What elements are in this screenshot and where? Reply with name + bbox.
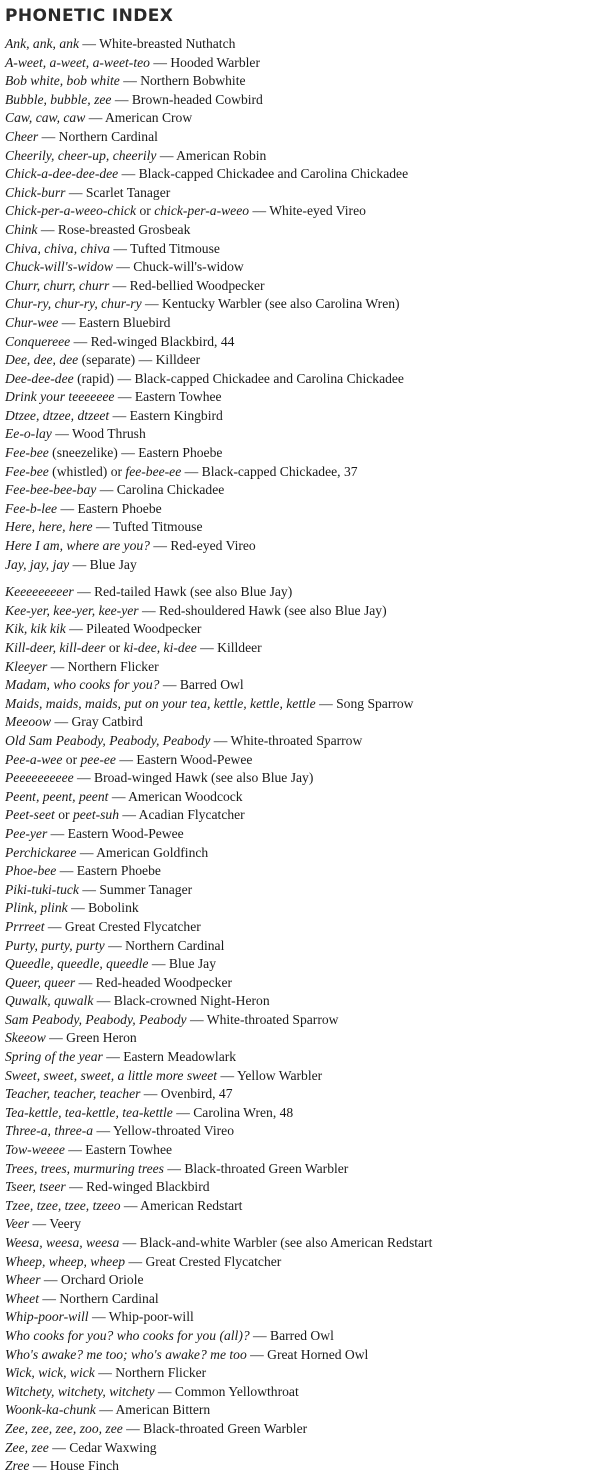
qualifier-text: or	[58, 807, 70, 823]
bird-name: Barred Owl	[270, 1327, 334, 1343]
index-entry: Plink, plink — Bobolink	[5, 900, 139, 916]
bird-name: Black-crowned Night-Heron	[113, 993, 270, 1009]
phonetic-text: Old Sam Peabody, Peabody, Peabody	[5, 732, 211, 748]
index-entry: Drink your teeeeeee — Eastern Towhee	[5, 389, 222, 405]
index-entry: Zee, zee, zee, zoo, zee — Black-throated Green Warbler	[5, 1420, 308, 1436]
index-entry: Queer, queer — Red-headed Woodpecker	[5, 974, 233, 990]
index-entry: Kleeyer — Northern Flicker	[5, 658, 159, 674]
bird-name: Black-capped Chickadee, 37	[201, 463, 358, 479]
phonetic-text: Skeeow	[5, 1030, 46, 1046]
index-entry: Tea-kettle, tea-kettle, tea-kettle — Carolina Wren, 48	[5, 1104, 294, 1120]
index-entry: Fee-bee (whistled) or fee-bee-ee — Black-capped Chickadee, 37	[5, 463, 358, 479]
alt-phonetic-text: pee-ee	[80, 751, 116, 767]
phonetic-text: Piki-tuki-tuck	[5, 881, 79, 897]
index-entry: Peent, peent, peent — American Woodcock	[5, 788, 243, 804]
index-entry: Peeeeeeeeee — Broad-winged Hawk (see also Blue Jay)	[5, 770, 314, 786]
index-entry: Zee, zee — Cedar Waxwing	[5, 1439, 157, 1455]
bird-name: Eastern Phoebe	[138, 445, 223, 461]
phonetic-text: Spring of the year	[5, 1049, 103, 1065]
phonetic-text: Chiva, chiva, chiva	[5, 240, 110, 256]
bird-name: Barred Owl	[179, 677, 244, 693]
bird-name: Eastern Phoebe	[76, 863, 161, 879]
qualifier-text: or	[108, 640, 121, 655]
bird-name: American Redstart	[140, 1197, 243, 1213]
bird-name: Northern Flicker	[115, 1365, 207, 1381]
phonetic-text: Madam, who cooks for you?	[5, 677, 160, 693]
bird-name: White-throated Sparrow	[230, 732, 363, 748]
index-entry: Witchety, witchety, witchety — Common Yellowthroat	[5, 1383, 299, 1399]
index-entry: Cheerily, cheer-up, cheerily — American Robin	[5, 147, 267, 163]
bird-name: Chuck-will's-widow	[133, 259, 244, 275]
index-entry: Cheer — Northern Cardinal	[5, 128, 158, 144]
phonetic-text: Drink your teeeeeee	[5, 389, 115, 405]
index-entry: Whip-poor-will — Whip-poor-will	[5, 1309, 194, 1325]
index-entry: Meeoow — Gray Catbird	[5, 714, 143, 730]
qualifier-text: (rapid)	[77, 370, 115, 386]
index-entry: Bubble, bubble, zee — Brown-headed Cowbird	[5, 91, 263, 107]
bird-name: Black-capped Chickadee and Carolina Chickadee	[134, 370, 404, 386]
phonetic-text: Sweet, sweet, sweet, a little more sweet	[5, 1067, 218, 1083]
bird-name: Tufted Titmouse	[112, 519, 203, 535]
phonetic-text: Pee-a-wee	[5, 751, 63, 767]
bird-name: American Crow	[104, 110, 193, 126]
phonetic-text: Tzee, tzee, tzee, tzeeo	[5, 1197, 121, 1213]
bird-name: Red-winged Blackbird, 44	[90, 333, 235, 349]
index-entry: Caw, caw, caw — American Crow	[5, 110, 193, 126]
bird-name: Red-shouldered Hawk (see also Blue Jay)	[158, 602, 387, 618]
bird-name: Carolina Wren, 48	[193, 1104, 294, 1120]
phonetic-text: Weesa, weesa, weesa	[5, 1235, 120, 1250]
index-entry: Purty, purty, purty — Northern Cardinal	[5, 937, 225, 953]
index-entry: Woonk-ka-chunk — American Bittern	[5, 1402, 211, 1418]
bird-name: Red-winged Blackbird	[86, 1179, 210, 1195]
index-entry: Jay, jay, jay — Blue Jay	[5, 556, 137, 572]
index-entry: Wheer — Orchard Oriole	[5, 1272, 144, 1288]
bird-name: Broad-winged Hawk (see also Blue Jay)	[94, 770, 314, 786]
qualifier-text: or	[139, 203, 151, 219]
phonetic-text: Conquereee	[5, 333, 71, 349]
bird-name: Rose-breasted Grosbeak	[57, 221, 191, 237]
bird-name: Northern Cardinal	[59, 1290, 159, 1306]
bird-name: Yellow-throated Vireo	[112, 1123, 234, 1139]
phonetic-text: Fee-bee	[5, 463, 49, 479]
qualifier-text: or	[65, 751, 78, 767]
index-entry: Phoe-bee — Eastern Phoebe	[5, 863, 161, 879]
index-entry: Tow-weeee — Eastern Towhee	[5, 1142, 173, 1158]
index-entry: Dee, dee, dee (separate) — Killdeer	[5, 352, 201, 368]
index-entry: Here, here, here — Tufted Titmouse	[5, 519, 203, 535]
bird-name: Red-bellied Woodpecker	[129, 277, 265, 293]
bird-name: Northern Cardinal	[125, 937, 225, 953]
index-entry: Fee-b-lee — Eastern Phoebe	[5, 500, 162, 516]
index-entry: Tseer, tseer — Red-winged Blackbird	[5, 1179, 210, 1195]
alt-phonetic-text: peet-suh	[72, 807, 120, 823]
phonetic-text: Kleeyer	[5, 658, 48, 674]
bird-name: Acadian Flycatcher	[138, 807, 245, 823]
phonetic-text: Fee-bee-bee-bay	[5, 482, 97, 498]
qualifier-text: (whistled) or	[52, 463, 123, 479]
page-title: PHONETIC INDEX	[5, 6, 174, 26]
bird-name: American Robin	[176, 147, 267, 163]
index-entry: Veer — Veery	[5, 1216, 82, 1232]
phonetic-text: Plink, plink	[5, 900, 68, 916]
index-entry: Chur-ry, chur-ry, chur-ry — Kentucky Warbler (see also Carolina Wren)	[5, 296, 400, 312]
bird-name: Bobolink	[88, 900, 139, 916]
phonetic-text: Queedle, queedle, queedle	[5, 956, 149, 972]
bird-name: Eastern Bluebird	[78, 314, 171, 330]
index-entry: Who's awake? me too; who's awake? me too — Great Horned Owl	[5, 1346, 369, 1362]
bird-name: Black-throated Green Warbler	[184, 1160, 349, 1176]
bird-name: Hooded Warbler	[170, 54, 260, 70]
index-entry: Quwalk, quwalk — Black-crowned Night-Heron	[5, 993, 270, 1009]
phonetic-text: Chuck-will's-widow	[5, 259, 113, 275]
bird-name: Eastern Wood-Pewee	[67, 825, 184, 841]
bird-name: Tufted Titmouse	[130, 240, 220, 256]
index-entry: Madam, who cooks for you? — Barred Owl	[5, 677, 244, 693]
phonetic-text: Tow-weeee	[5, 1142, 65, 1158]
index-entry: Bob white, bob white — Northern Bobwhite	[5, 73, 246, 89]
phonetic-text: Purty, purty, purty	[5, 937, 105, 953]
bird-name: Red-tailed Hawk (see also Blue Jay)	[94, 584, 293, 600]
bird-name: Red-headed Woodpecker	[95, 974, 233, 990]
bird-name: Pileated Woodpecker	[86, 621, 202, 637]
phonetic-text: Trees, trees, murmuring trees	[5, 1160, 164, 1176]
phonetic-text: Peeeeeeeeee	[5, 770, 74, 786]
entry-list	[5, 35, 586, 1476]
phonetic-text: A-weet, a-weet, a-weet-teo	[5, 54, 150, 70]
phonetic-text: Meeoow	[5, 714, 52, 730]
phonetic-text: Ee-o-lay	[5, 426, 52, 442]
phonetic-text: Dtzee, dtzee, dtzeet	[5, 407, 110, 423]
index-entry: Churr, churr, churr — Red-bellied Woodpecker	[5, 277, 265, 293]
phonetic-text: Witchety, witchety, witchety	[5, 1383, 155, 1399]
index-entry: Trees, trees, murmuring trees — Black-throated Green Warbler	[5, 1160, 349, 1176]
index-entry: Tzee, tzee, tzee, tzeeo — American Redstart	[5, 1197, 243, 1213]
bird-name: Carolina Chickadee	[116, 482, 225, 498]
index-entry: Kee-yer, kee-yer, kee-yer — Red-shouldered Hawk (see also Blue Jay)	[5, 602, 387, 618]
bird-name: Wood Thrush	[71, 426, 146, 442]
alt-phonetic-text: fee-bee-ee	[125, 463, 182, 479]
phonetic-text: Kill-deer, kill-deer	[5, 640, 106, 655]
index-entry: Who cooks for you? who cooks for you (all)? — Barred Owl	[5, 1327, 334, 1343]
qualifier-text: (sneezelike)	[52, 445, 118, 461]
alt-phonetic-text: chick-per-a-weeo	[154, 203, 250, 219]
bird-name: Great Horned Owl	[267, 1346, 369, 1362]
phonetic-text: Wheer	[5, 1272, 41, 1288]
index-entry: Weesa, weesa, weesa — Black-and-white Warbler (see also American Redstart	[5, 1235, 433, 1250]
phonetic-text: Zree	[5, 1458, 30, 1474]
phonetic-text: Bob white, bob white	[5, 73, 120, 89]
index-entry: Chick-burr — Scarlet Tanager	[5, 184, 171, 200]
bird-name: Common Yellowthroat	[174, 1383, 299, 1399]
index-entry: Pee-a-wee or pee-ee — Eastern Wood-Pewee	[5, 751, 253, 767]
phonetic-text: Peent, peent, peent	[5, 788, 109, 804]
phonetic-text: Jay, jay, jay	[5, 556, 70, 572]
qualifier-text: (separate)	[81, 352, 136, 368]
phonetic-text: Chick-a-dee-dee-dee	[5, 166, 119, 182]
index-entry: A-weet, a-weet, a-weet-teo — Hooded Warbler	[5, 54, 260, 70]
index-entry: Fee-bee (sneezelike) — Eastern Phoebe	[5, 445, 223, 461]
index-entry: Wheep, wheep, wheep — Great Crested Flycatcher	[5, 1253, 282, 1269]
bird-name: White-breasted Nuthatch	[99, 36, 236, 51]
phonetic-text: Pee-yer	[5, 825, 48, 841]
phonetic-text: Three-a, three-a	[5, 1123, 94, 1139]
bird-name: Kentucky Warbler (see also Carolina Wren)	[162, 296, 400, 312]
phonetic-text: Dee-dee-dee	[5, 370, 74, 386]
bird-name: Gray Catbird	[71, 714, 143, 730]
index-entry: Keeeeeeeeer — Red-tailed Hawk (see also Blue Jay)	[5, 584, 293, 600]
index-entry: Chick-a-dee-dee-dee — Black-capped Chickadee and Carolina Chickadee	[5, 166, 409, 182]
phonetic-text: Whip-poor-will	[5, 1309, 89, 1325]
index-entry: Zree — House Finch	[5, 1458, 119, 1474]
phonetic-text: Zee, zee	[5, 1439, 49, 1455]
phonetic-text: Veer	[5, 1216, 30, 1232]
bird-name: Eastern Towhee	[134, 389, 222, 405]
phonetic-text: Wheet	[5, 1290, 39, 1306]
bird-name: White-eyed Vireo	[269, 203, 366, 219]
index-entry: Old Sam Peabody, Peabody, Peabody — White-throated Sparrow	[5, 732, 363, 748]
bird-name: Eastern Kingbird	[129, 407, 223, 423]
phonetic-text: Sam Peabody, Peabody, Peabody	[5, 1011, 187, 1027]
phonetic-text: Here, here, here	[5, 519, 93, 535]
phonetic-text: Quwalk, quwalk	[5, 993, 94, 1009]
index-entry: Chick-per-a-weeo-chick or chick-per-a-weeo — White-eyed Vireo	[5, 203, 366, 219]
index-entry: Ank, ank, ank — White-breasted Nuthatch	[5, 36, 236, 51]
bird-name: Black-and-white Warbler (see also American Redstart	[139, 1235, 433, 1250]
phonetic-text: Kee-yer, kee-yer, kee-yer	[5, 602, 139, 618]
bird-name: Great Crested Flycatcher	[64, 918, 201, 934]
bird-name: Ovenbird, 47	[160, 1086, 233, 1102]
phonetic-text: Prrreet	[5, 918, 45, 934]
phonetic-text: Queer, queer	[5, 974, 76, 990]
index-entry: Wheet — Northern Cardinal	[5, 1290, 159, 1306]
bird-name: Veery	[49, 1216, 82, 1232]
bird-name: Black-capped Chickadee and Carolina Chickadee	[138, 166, 409, 182]
bird-name: Eastern Phoebe	[77, 500, 162, 516]
index-entry: Skeeow — Green Heron	[5, 1030, 137, 1046]
phonetic-text: Who's awake? me too; who's awake? me too	[5, 1346, 247, 1362]
phonetic-text: Wick, wick, wick	[5, 1365, 95, 1381]
index-entry: Chuck-will's-widow — Chuck-will's-widow	[5, 259, 244, 275]
index-entry: Dtzee, dtzee, dtzeet — Eastern Kingbird	[5, 407, 223, 423]
index-entry: Three-a, three-a — Yellow-throated Vireo	[5, 1123, 234, 1139]
phonetic-text: Woonk-ka-chunk	[5, 1402, 96, 1418]
bird-name: Northern Cardinal	[58, 128, 158, 144]
bird-name: Whip-poor-will	[108, 1309, 194, 1325]
phonetic-text: Tseer, tseer	[5, 1179, 66, 1195]
alt-phonetic-text: ki-dee, ki-dee	[123, 640, 197, 655]
index-entry: Ee-o-lay — Wood Thrush	[5, 426, 146, 442]
bird-name: Blue Jay	[168, 956, 217, 972]
bird-name: Black-throated Green Warbler	[143, 1420, 308, 1436]
phonetic-text: Dee, dee, dee	[5, 352, 79, 368]
phonetic-text: Zee, zee, zee, zoo, zee	[5, 1420, 123, 1436]
phonetic-text: Keeeeeeeeer	[5, 584, 74, 600]
index-entry: Chur-wee — Eastern Bluebird	[5, 314, 171, 330]
phonetic-text: Chur-wee	[5, 314, 59, 330]
index-entry: Wick, wick, wick — Northern Flicker	[5, 1365, 207, 1381]
index-entry: Maids, maids, maids, put on your tea, kettle, kettle, kettle — Song Sparrow	[5, 695, 414, 711]
bird-name: White-throated Sparrow	[206, 1011, 339, 1027]
bird-name: Eastern Meadowlark	[123, 1049, 237, 1065]
bird-name: Great Crested Flycatcher	[145, 1253, 282, 1269]
bird-name: American Goldfinch	[96, 844, 209, 860]
index-entry: Dee-dee-dee (rapid) — Black-capped Chickadee and Carolina Chickadee	[5, 370, 404, 386]
bird-name: Orchard Oriole	[60, 1272, 144, 1288]
bird-name: Brown-headed Cowbird	[131, 91, 263, 107]
phonetic-text: Cheerily, cheer-up, cheerily	[5, 147, 157, 163]
phonetic-text: Caw, caw, caw	[5, 110, 86, 126]
bird-name: American Woodcock	[128, 788, 243, 804]
phonetic-text: Peet-seet	[5, 807, 55, 823]
phonetic-text: Here I am, where are you?	[5, 538, 150, 554]
bird-name: Scarlet Tanager	[85, 184, 171, 200]
index-entry: Piki-tuki-tuck — Summer Tanager	[5, 881, 193, 897]
phonetic-text: Phoe-bee	[5, 863, 57, 879]
phonetic-text: Maids, maids, maids, put on your tea, kettle, kettle, kettle	[5, 695, 316, 711]
index-entry: Chink — Rose-breasted Grosbeak	[5, 221, 191, 237]
index-entry: Pee-yer — Eastern Wood-Pewee	[5, 825, 184, 841]
phonetic-text: Fee-bee	[5, 445, 49, 461]
bird-name: Killdeer	[155, 352, 201, 368]
bird-name: American Bittern	[115, 1402, 211, 1418]
bird-name: Cedar Waxwing	[69, 1439, 157, 1455]
bird-name: Green Heron	[66, 1030, 137, 1046]
phonetic-text: Kik, kik kik	[5, 621, 66, 637]
index-entry: Fee-bee-bee-bay — Carolina Chickadee	[5, 482, 225, 498]
index-entry: Here I am, where are you? — Red-eyed Vireo	[5, 538, 256, 554]
phonetic-text: Chink	[5, 221, 38, 237]
phonetic-text: Chick-per-a-weeo-chick	[5, 203, 137, 219]
phonetic-text: Tea-kettle, tea-kettle, tea-kettle	[5, 1104, 173, 1120]
phonetic-text: Who cooks for you? who cooks for you (all)?	[5, 1327, 250, 1343]
phonetic-text: Churr, churr, churr	[5, 277, 110, 293]
index-entry: Kik, kik kik — Pileated Woodpecker	[5, 621, 202, 637]
index-entry: Peet-seet or peet-suh — Acadian Flycatcher	[5, 807, 245, 823]
bird-name: Northern Bobwhite	[140, 73, 246, 89]
phonetic-text: Teacher, teacher, teacher	[5, 1086, 141, 1102]
phonetic-text: Fee-b-lee	[5, 500, 58, 516]
phonetic-text: Cheer	[5, 128, 39, 144]
bird-name: Song Sparrow	[336, 695, 414, 711]
bird-name: Blue Jay	[89, 556, 137, 572]
index-entry: Kill-deer, kill-deer or ki-dee, ki-dee — Killdeer	[5, 640, 262, 655]
index-entry: Sam Peabody, Peabody, Peabody — White-throated Sparrow	[5, 1011, 339, 1027]
bird-name: Killdeer	[217, 640, 262, 655]
index-entry: Sweet, sweet, sweet, a little more sweet — Yellow Warbler	[5, 1067, 323, 1083]
bird-name: Yellow Warbler	[236, 1067, 323, 1083]
bird-name: Summer Tanager	[99, 881, 193, 897]
bird-name: Eastern Wood-Pewee	[136, 751, 253, 767]
bird-name: House Finch	[49, 1458, 119, 1474]
bird-name: Red-eyed Vireo	[170, 538, 256, 554]
phonetic-text: Bubble, bubble, zee	[5, 91, 112, 107]
phonetic-text: Ank, ank, ank	[5, 36, 79, 51]
index-entry: Perchickaree — American Goldfinch	[5, 844, 209, 860]
phonetic-text: Chick-burr	[5, 184, 66, 200]
index-entry: Prrreet — Great Crested Flycatcher	[5, 918, 201, 934]
index-entry: Chiva, chiva, chiva — Tufted Titmouse	[5, 240, 220, 256]
index-entry: Conquereee — Red-winged Blackbird, 44	[5, 333, 235, 349]
index-entry: Teacher, teacher, teacher — Ovenbird, 47	[5, 1086, 233, 1102]
index-entry: Spring of the year — Eastern Meadowlark	[5, 1049, 237, 1065]
index-entry: Queedle, queedle, queedle — Blue Jay	[5, 956, 217, 972]
phonetic-text: Wheep, wheep, wheep	[5, 1253, 126, 1269]
phonetic-text: Perchickaree	[5, 844, 77, 860]
section-gap	[5, 574, 586, 583]
phonetic-text: Chur-ry, chur-ry, chur-ry	[5, 296, 142, 312]
bird-name: Eastern Towhee	[85, 1142, 173, 1158]
bird-name: Northern Flicker	[67, 658, 159, 674]
